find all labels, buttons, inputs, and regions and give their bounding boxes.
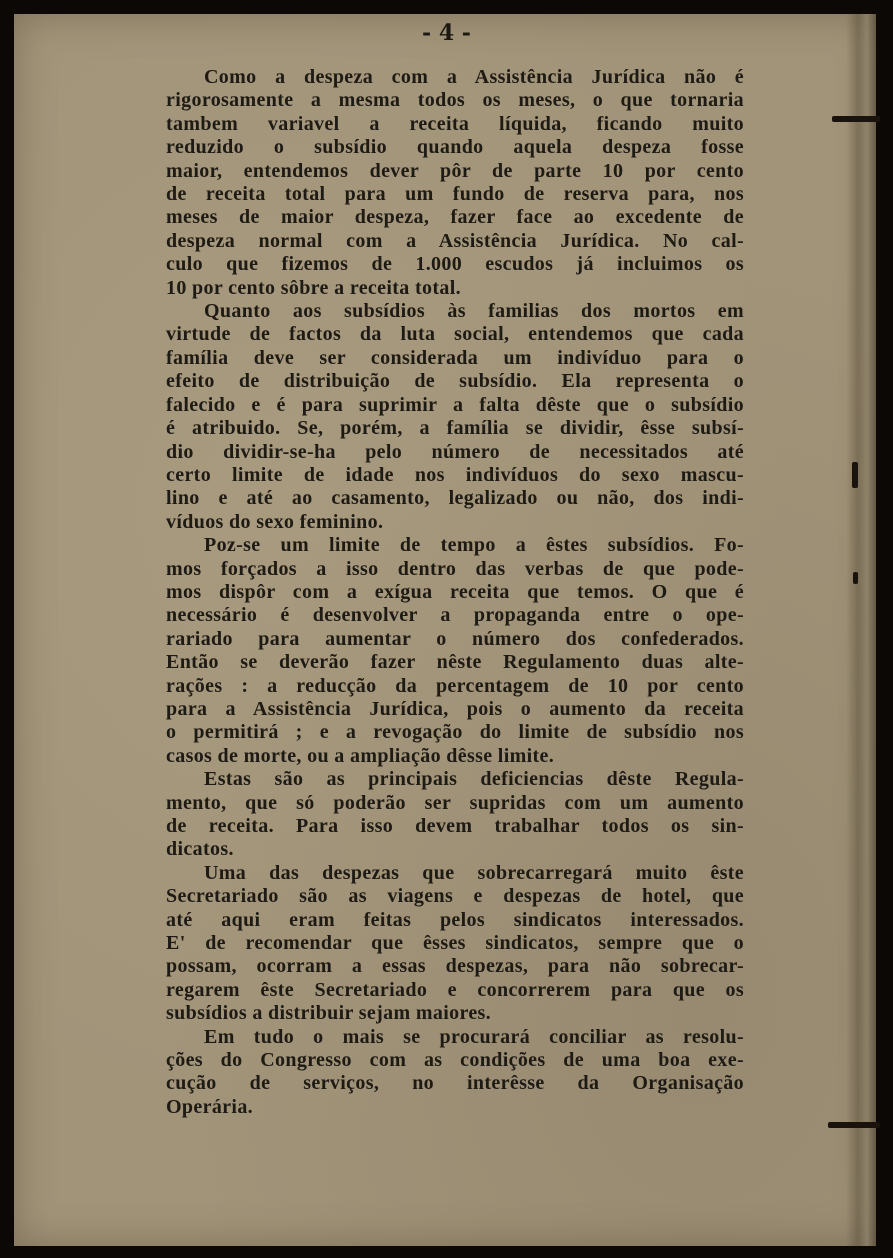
text-line: Quanto aos subsídios às familias dos mortos em [204,300,744,323]
text-line: rariado para aumentar o número dos confederados. [166,627,744,650]
text-line: o permitirá ; e a revogação do limite de subsídio nos [166,721,744,744]
paragraph [166,534,744,768]
paragraph [166,1026,744,1120]
text-line: necessário é desenvolver a propaganda entre o ope- [166,604,744,627]
text-line: víduos do sexo feminino. [166,510,384,533]
text-line: falecido e é para suprimir a falta dêste que o subsídio [166,393,744,416]
text-line: Poz-se um limite de tempo a êstes subsídios. Fo- [204,534,744,557]
text-line: Operária. [166,1095,254,1118]
binding-thread-mark [832,116,880,122]
text-line: família deve ser considerada um indivíduo para o [166,346,744,369]
text-line: Uma das despezas que sobrecarregará muito êste [204,861,744,884]
page-fold-shadow [846,14,876,1246]
text-line: dicatos. [166,838,234,861]
text-line: Estas são as principais deficiencias dêste Regula- [204,768,744,791]
text-line: lino e até ao casamento, legalizado ou não, dos indi- [166,487,744,510]
text-line: efeito de distribuição de subsídio. Ela representa o [166,370,744,393]
binding-thread-mark [852,462,858,488]
text-line: de receita total para um fundo de reserva para, nos [166,183,744,206]
paragraph [166,66,744,300]
text-line: para a Assistência Jurídica, pois o aumento da receita [166,697,744,720]
text-line: mos dispôr com a exígua receita que temos. O que é [166,580,744,603]
binding-thread-mark [828,1122,880,1128]
text-line: 10 por cento sôbre a receita total. [166,276,461,299]
text-line: ções do Congresso com as condições de uma boa exe- [166,1049,744,1072]
text-line: Então se deverão fazer nêste Regulamento duas alte- [166,651,744,674]
text-line: despeza normal com a Assistência Jurídica. No cal- [166,229,744,252]
text-line: virtude de factos da luta social, entendemos que cada [166,323,744,346]
binding-thread-mark [853,572,858,584]
text-line: casos de morte, ou a ampliação dêsse limite. [166,744,555,767]
text-line: até aqui eram feitas pelos sindicatos interessados. [166,908,744,931]
text-line: culo que fizemos de 1.000 escudos já incluimos os [166,253,744,276]
text-line: mos forçados a isso dentro das verbas de que pode- [166,557,744,580]
paragraph [166,768,744,862]
text-line: é atribuido. Se, porém, a família se dividir, êsse subsí- [166,417,744,440]
text-line: regarem êste Secretariado e concorrerem para que os [166,978,744,1001]
page-number: - 4 - [422,20,471,46]
text-line: rigorosamente a mesma todos os meses, o que tornaria [166,89,744,112]
text-line: subsídios a distribuir sejam maiores. [166,1002,492,1025]
paragraph [166,300,744,534]
text-line: maior, entendemos dever pôr de parte 10 por cento [166,159,744,182]
text-line: possam, ocorram a essas despezas, para não sobrecar- [166,955,744,978]
text-line: certo limite de idade nos indivíduos do sexo mascu- [166,463,744,486]
document-body [166,66,744,1119]
text-line: reduzido o subsídio quando aquela despeza fosse [166,136,744,159]
text-line: dio dividir-se-ha pelo número de necessitados até [166,440,744,463]
text-line: tambem variavel a receita líquida, ficando muito [166,112,744,135]
text-line: cução de serviços, no interêsse da Organisação [166,1072,744,1095]
text-line: E' de recomendar que êsses sindicatos, sempre que o [166,932,744,955]
text-line: Como a despeza com a Assistência Jurídica não é [204,66,744,88]
text-line: mento, que só poderão ser supridas com um aumento [166,791,744,814]
text-line: de receita. Para isso devem trabalhar todos os sin- [166,815,744,837]
text-line: Em tudo o mais se procurará conciliar as resolu- [204,1025,744,1048]
paragraph [166,862,744,1026]
text-line: meses de maior despeza, fazer face ao excedente de [166,206,744,229]
text-line: rações : a reducção da percentagem de 10 por cento [166,674,744,697]
text-line: Secretariado são as viagens e despezas de hotel, que [166,885,744,908]
